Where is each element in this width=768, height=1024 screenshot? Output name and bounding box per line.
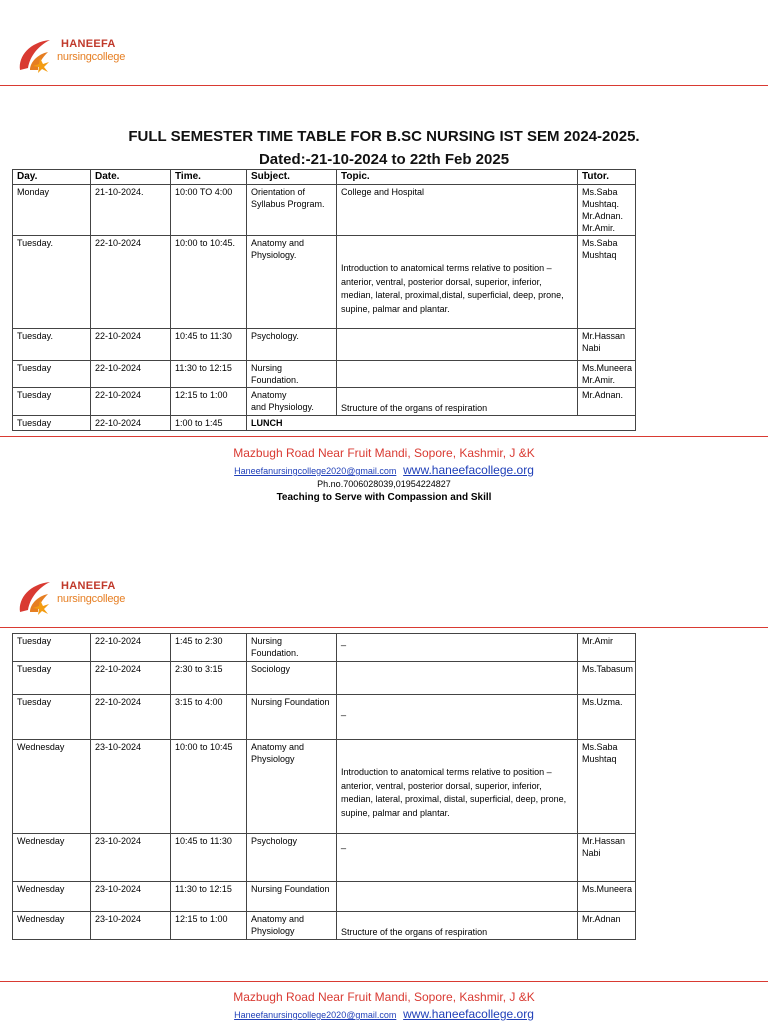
table-row — [13, 329, 636, 361]
website-link[interactable]: www.haneefacollege.org — [403, 463, 534, 477]
cell-time: 11:30 to 12:15 — [171, 882, 247, 912]
cell-subject: Sociology — [247, 662, 337, 695]
footer-divider — [0, 436, 768, 437]
email-link[interactable]: Haneefanursingcollege2020@gmail.com — [234, 1010, 397, 1020]
cell-subject: Nursing Foundation. — [247, 361, 337, 388]
cell-time: 12:15 to 1:00 — [171, 388, 247, 416]
column-header-tutor: Tutor. — [578, 170, 636, 185]
cell-subject: Nursing Foundation — [247, 882, 337, 912]
cell-day: Monday — [13, 185, 91, 236]
cell-topic: _ — [337, 634, 578, 662]
cell-tutor: Mr.Amir — [578, 634, 636, 662]
cell-date: 22-10-2024 — [91, 662, 171, 695]
college-logo — [16, 30, 144, 76]
header-divider — [0, 85, 768, 86]
cell-date: 22-10-2024 — [91, 695, 171, 740]
cell-subject: Nursing Foundation. — [247, 634, 337, 662]
table-row — [13, 882, 636, 912]
cell-subject: Psychology — [247, 834, 337, 882]
cell-day: Wednesday — [13, 912, 91, 940]
cell-day: Tuesday — [13, 388, 91, 416]
cell-tutor: Ms.Saba Mushtaq. Mr.Adnan. Mr.Amir. — [578, 185, 636, 236]
footer-contact-line — [0, 1007, 768, 1021]
cell-tutor: Mr.Hassan Nabi — [578, 329, 636, 361]
cell-day: Tuesday. — [13, 236, 91, 329]
cell-subject: Nursing Foundation — [247, 695, 337, 740]
cell-date: 23-10-2024 — [91, 834, 171, 882]
column-header-time: Time. — [171, 170, 247, 185]
cell-subject: Anatomy and Physiology — [247, 740, 337, 834]
cell-subject: Anatomy and Physiology. — [247, 388, 337, 416]
cell-day: Wednesday — [13, 740, 91, 834]
timetable-page-2 — [12, 633, 636, 940]
cell-time: 12:15 to 1:00 — [171, 912, 247, 940]
cell-date: 23-10-2024 — [91, 882, 171, 912]
cell-day: Tuesday — [13, 695, 91, 740]
footer-divider-page-2 — [0, 981, 768, 982]
column-header-subject: Subject. — [247, 170, 337, 185]
table-row — [13, 185, 636, 236]
page-title: FULL SEMESTER TIME TABLE FOR B.SC NURSING IST SEM 2024-2025. — [128, 128, 640, 145]
flame-logo-icon — [16, 576, 60, 616]
college-logo-page-2 — [16, 572, 144, 618]
column-header-date: Date. — [91, 170, 171, 185]
cell-tutor: Ms.Tabasum — [578, 662, 636, 695]
cell-subject: Anatomy and Physiology — [247, 912, 337, 940]
footer-phone: Ph.no.7006028039,01954224827 — [317, 479, 451, 489]
column-header-day: Day. — [13, 170, 91, 185]
email-link[interactable]: Haneefanursingcollege2020@gmail.com — [234, 466, 397, 476]
cell-topic: Structure of the organs of respiration — [337, 388, 578, 416]
table-header-row — [13, 170, 636, 185]
cell-date: 23-10-2024 — [91, 740, 171, 834]
footer-address: Mazbugh Road Near Fruit Mandi, Sopore, Kashmir, J &K — [233, 446, 535, 460]
cell-topic — [337, 329, 578, 361]
cell-date: 22-10-2024 — [91, 236, 171, 329]
logo-text-nursing-college: nursingcollege — [57, 593, 126, 605]
logo-text-haneefa: HANEEFA — [61, 38, 116, 50]
cell-topic: _ — [337, 834, 578, 882]
cell-topic: Introduction to anatomical terms relative to position – anterior, ventral, posterior dorsal, superior, inferior, median, lateral, proximal,distal, superficial, deep, prone, supine, palmar and plantar. — [337, 236, 578, 329]
cell-time: 10:00 to 10:45. — [171, 236, 247, 329]
cell-day: Tuesday. — [13, 329, 91, 361]
cell-day: Tuesday — [13, 416, 91, 431]
table-row — [13, 236, 636, 329]
website-link[interactable]: www.haneefacollege.org — [403, 1007, 534, 1021]
footer-address: Mazbugh Road Near Fruit Mandi, Sopore, Kashmir, J &K — [233, 990, 535, 1004]
logo-text-haneefa: HANEEFA — [61, 580, 116, 592]
cell-time: 11:30 to 12:15 — [171, 361, 247, 388]
cell-date: 23-10-2024 — [91, 912, 171, 940]
cell-day: Tuesday — [13, 662, 91, 695]
table-row — [13, 695, 636, 740]
cell-time: 3:15 to 4:00 — [171, 695, 247, 740]
cell-date: 21-10-2024. — [91, 185, 171, 236]
cell-date: 22-10-2024 — [91, 361, 171, 388]
flame-logo-icon — [16, 34, 60, 74]
cell-tutor: Ms.Muneera — [578, 882, 636, 912]
column-header-topic: Topic. — [337, 170, 578, 185]
table-row — [13, 662, 636, 695]
cell-date: 22-10-2024 — [91, 416, 171, 431]
timetable-page-1 — [12, 169, 636, 431]
cell-date: 22-10-2024 — [91, 329, 171, 361]
cell-tutor: Ms.Muneera Mr.Amir. — [578, 361, 636, 388]
cell-time: 1:45 to 2:30 — [171, 634, 247, 662]
table-row — [13, 361, 636, 388]
lunch-cell: LUNCH — [247, 416, 636, 431]
cell-topic: College and Hospital — [337, 185, 578, 236]
cell-date: 22-10-2024 — [91, 634, 171, 662]
table-row — [13, 740, 636, 834]
cell-time: 1:00 to 1:45 — [171, 416, 247, 431]
cell-tutor: Ms.Uzma. — [578, 695, 636, 740]
cell-time: 10:00 to 10:45 — [171, 740, 247, 834]
footer-motto: Teaching to Serve with Compassion and Skill — [276, 492, 492, 503]
table-row — [13, 634, 636, 662]
cell-topic: Introduction to anatomical terms relative to position – anterior, ventral, posterior dorsal, superior, inferior, median, lateral, proximal, distal, superficial, deep, prone, supine, palmar and plantar. — [337, 740, 578, 834]
footer-contact-line — [0, 463, 768, 477]
cell-day: Wednesday — [13, 882, 91, 912]
page-subtitle-dated: Dated:-21-10-2024 to 22th Feb 2025 — [258, 151, 510, 168]
cell-day: Wednesday — [13, 834, 91, 882]
cell-tutor: Ms.Saba Mushtaq — [578, 236, 636, 329]
header-divider-page-2 — [0, 627, 768, 628]
cell-time: 10:45 to 11:30 — [171, 834, 247, 882]
cell-topic — [337, 662, 578, 695]
cell-tutor: Mr.Adnan — [578, 912, 636, 940]
table-row — [13, 388, 636, 416]
table-row-lunch — [13, 416, 636, 431]
cell-subject: Anatomy and Physiology. — [247, 236, 337, 329]
cell-tutor: Mr.Hassan Nabi — [578, 834, 636, 882]
cell-time: 10:00 TO 4:00 — [171, 185, 247, 236]
cell-day: Tuesday — [13, 361, 91, 388]
cell-time: 2:30 to 3:15 — [171, 662, 247, 695]
cell-day: Tuesday — [13, 634, 91, 662]
cell-time: 10:45 to 11:30 — [171, 329, 247, 361]
cell-date: 22-10-2024 — [91, 388, 171, 416]
cell-topic: Structure of the organs of respiration — [337, 912, 578, 940]
cell-topic — [337, 361, 578, 388]
cell-tutor: Ms.Saba Mushtaq — [578, 740, 636, 834]
table-row — [13, 912, 636, 940]
cell-topic: _ — [337, 695, 578, 740]
cell-topic — [337, 882, 578, 912]
table-row — [13, 834, 636, 882]
cell-tutor: Mr.Adnan. — [578, 388, 636, 416]
logo-text-nursing-college: nursingcollege — [57, 51, 126, 63]
cell-subject: Psychology. — [247, 329, 337, 361]
cell-subject: Orientation of Syllabus Program. — [247, 185, 337, 236]
